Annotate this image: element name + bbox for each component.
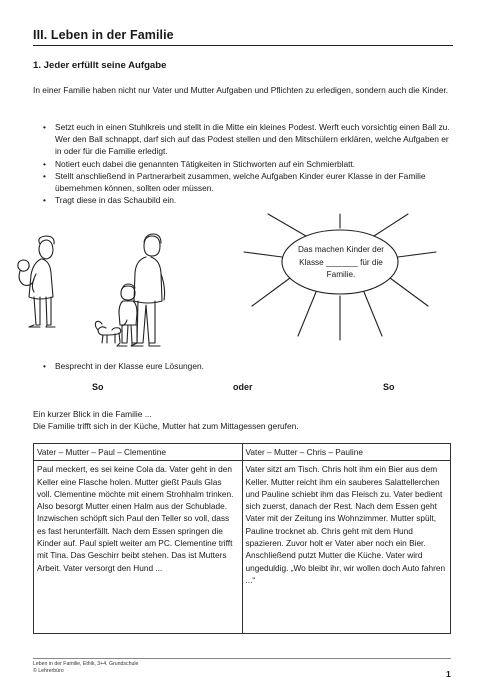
schaubild-diagram	[238, 212, 442, 362]
final-task: • Besprecht in der Klasse eure Lösungen.	[43, 361, 204, 371]
table-header-family-1: Vater – Mutter – Paul – Clementine	[34, 444, 243, 461]
story-family-2: Vater sitzt am Tisch. Chris holt ihm ein Bier aus dem Keller. Mutter reicht ihm ein sauberes Salattellerchen und Pauline schiebt ihm das Fleisch zu. Vater bedient sich zuerst, danach der Rest. Nach dem Essen geht Vater mit der Zeitung ins Wohnzimmer. Mutter spült, Pauline trocknet ab. Chris geht mit dem Hund spazieren. Zuvor holt er Vater aber noch ein Bier. Anschließend putzt Mutter die Küche. Vater wird ungeduldig. „Wo bleibt ihr, wir wollen doch Auto fahren ...“	[242, 461, 451, 634]
chapter-header	[33, 27, 453, 46]
table-header-row	[34, 444, 451, 461]
so-right-label: So	[383, 382, 395, 392]
family-illustration	[10, 222, 180, 362]
so-left-label: So	[92, 382, 104, 392]
schaubild-label: Das machen Kinder der Klasse _______ für die Familie.	[297, 245, 384, 280]
task-item: • Tragt diese in das Schaubild ein.	[43, 195, 177, 206]
page-number: 1	[446, 669, 451, 679]
table-row	[34, 461, 451, 634]
footer-divider	[33, 658, 451, 659]
task-list	[33, 121, 451, 206]
mother-figure	[18, 236, 55, 327]
family-scene-intro: Ein kurzer Blick in die Familie ... Die Familie trifft sich in der Küche, Mutter hat zum Mittagessen gerufen.	[33, 409, 299, 432]
bullet-icon: •	[43, 361, 46, 371]
bullet-icon: •	[43, 195, 46, 206]
task-item: • Stellt anschließend in Partnerarbeit zusammen, welche Aufgaben Kinder eurer Klasse in der Familie übernehmen können, sollten oder müssen.	[43, 170, 426, 194]
oder-label: oder	[233, 382, 253, 392]
chapter-title: III. Leben in der Familie	[33, 28, 174, 42]
story-family-1: Paul meckert, es sei keine Cola da. Vater geht in den Keller eine Flasche holen. Mutter gießt Pauls Glas voll. Clementine möchte mit einem Strohhalm trinken. Also besorgt Mutter einen Halm aus der Schublade. Inzwischen schöpft sich Paul den Teller so voll, dass es fast herunterfällt. Nach dem Essen springen die Kinder auf. Paul spielt weiter am PC. Clementine trifft mit Tina. Das Geschirr beibt stehen. Das ist Mutters Arbeit. Vater versorgt den Hund ...	[34, 461, 243, 634]
father-figure	[131, 234, 165, 346]
family-comparison-table	[33, 443, 451, 634]
bullet-icon: •	[43, 170, 46, 181]
intro-text: In einer Familie haben nicht nur Vater und Mutter Aufgaben und Pflichten zu erledigen, sondern auch die Kinder.	[33, 85, 449, 95]
task-item: • Setzt euch in einen Stuhlkreis und stellt in die Mitte ein kleines Podest. Werft euch vorsichtig einen Ball zu. Wer den Ball schnappt, darf sich auf das Podest stellen und den Mitschülern erklären, welche Aufgaben er in oder für die Familie erledigt.	[43, 122, 450, 157]
bullet-icon: •	[43, 122, 46, 132]
section-title: 1. Jeder erfüllt seine Aufgabe	[33, 60, 167, 71]
task-item: • Notiert euch dabei die genannten Tätigkeiten in Stichworten auf ein Schmierblatt.	[43, 158, 356, 169]
footer-credits: Leben in der Familie, Ethik, 3+4. Grundschule © Lehrerbüro	[33, 661, 139, 674]
bullet-icon: •	[43, 158, 46, 169]
table-header-family-2: Vater – Mutter – Chris – Pauline	[242, 444, 451, 461]
